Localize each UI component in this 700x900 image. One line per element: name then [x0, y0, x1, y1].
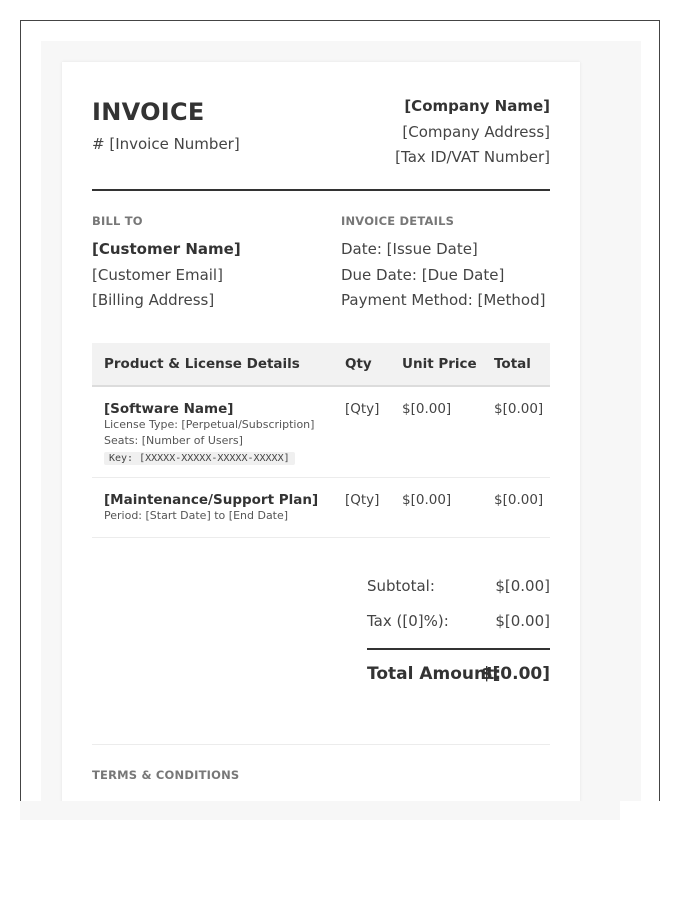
payment-method: Payment Method: [Method] — [341, 291, 546, 309]
item-total: $[0.00] — [494, 401, 544, 417]
item-unit-price: $[0.00] — [402, 401, 452, 417]
item-seats: Seats: [Number of Users] — [104, 434, 243, 447]
company-address: [Company Address] — [402, 123, 550, 141]
invoice-title: INVOICE — [92, 98, 205, 126]
item-details — [104, 492, 318, 524]
line-items-table — [92, 343, 550, 538]
customer-name: [Customer Name] — [92, 240, 241, 258]
table-row — [92, 387, 550, 478]
terms-divider — [92, 744, 550, 745]
invoice-details-label: INVOICE DETAILS — [341, 214, 455, 228]
total-amount-value: $[0.00] — [480, 664, 550, 684]
item-period: Period: [Start Date] to [End Date] — [104, 509, 289, 522]
item-qty: [Qty] — [345, 492, 380, 508]
item-details — [104, 401, 314, 465]
terms-label: TERMS & CONDITIONS — [92, 768, 240, 782]
table-header — [92, 343, 550, 387]
tax-label: Tax ([0]%): — [367, 612, 449, 630]
totals-divider — [367, 648, 550, 650]
tax-value: $[0.00] — [495, 612, 550, 630]
company-tax-id: [Tax ID/VAT Number] — [395, 148, 550, 166]
customer-email: [Customer Email] — [92, 266, 223, 284]
document-frame — [20, 20, 660, 801]
col-header-qty: Qty — [345, 356, 372, 372]
due-date: Due Date: [Due Date] — [341, 266, 505, 284]
subtotal-value: $[0.00] — [495, 577, 550, 595]
license-key: Key: [XXXXX-XXXXX-XXXXX-XXXXX] — [104, 452, 295, 465]
invoice-number: # [Invoice Number] — [92, 135, 240, 153]
item-total: $[0.00] — [494, 492, 544, 508]
item-name: [Software Name] — [104, 401, 234, 417]
header-divider — [92, 189, 550, 191]
item-unit-price: $[0.00] — [402, 492, 452, 508]
subtotal-label: Subtotal: — [367, 577, 435, 595]
col-header-total: Total — [494, 356, 531, 372]
col-header-unit-price: Unit Price — [402, 356, 477, 372]
invoice-paper — [62, 62, 580, 801]
item-qty: [Qty] — [345, 401, 380, 417]
item-license-type: License Type: [Perpetual/Subscription] — [104, 418, 315, 431]
table-row — [92, 478, 550, 538]
issue-date: Date: [Issue Date] — [341, 240, 478, 258]
bill-to-label: BILL TO — [92, 214, 143, 228]
company-name: [Company Name] — [404, 97, 550, 115]
billing-address: [Billing Address] — [92, 291, 215, 309]
total-amount-label: Total Amount: — [367, 664, 502, 684]
col-header-details: Product & License Details — [104, 356, 300, 372]
item-name: [Maintenance/Support Plan] — [104, 492, 319, 508]
